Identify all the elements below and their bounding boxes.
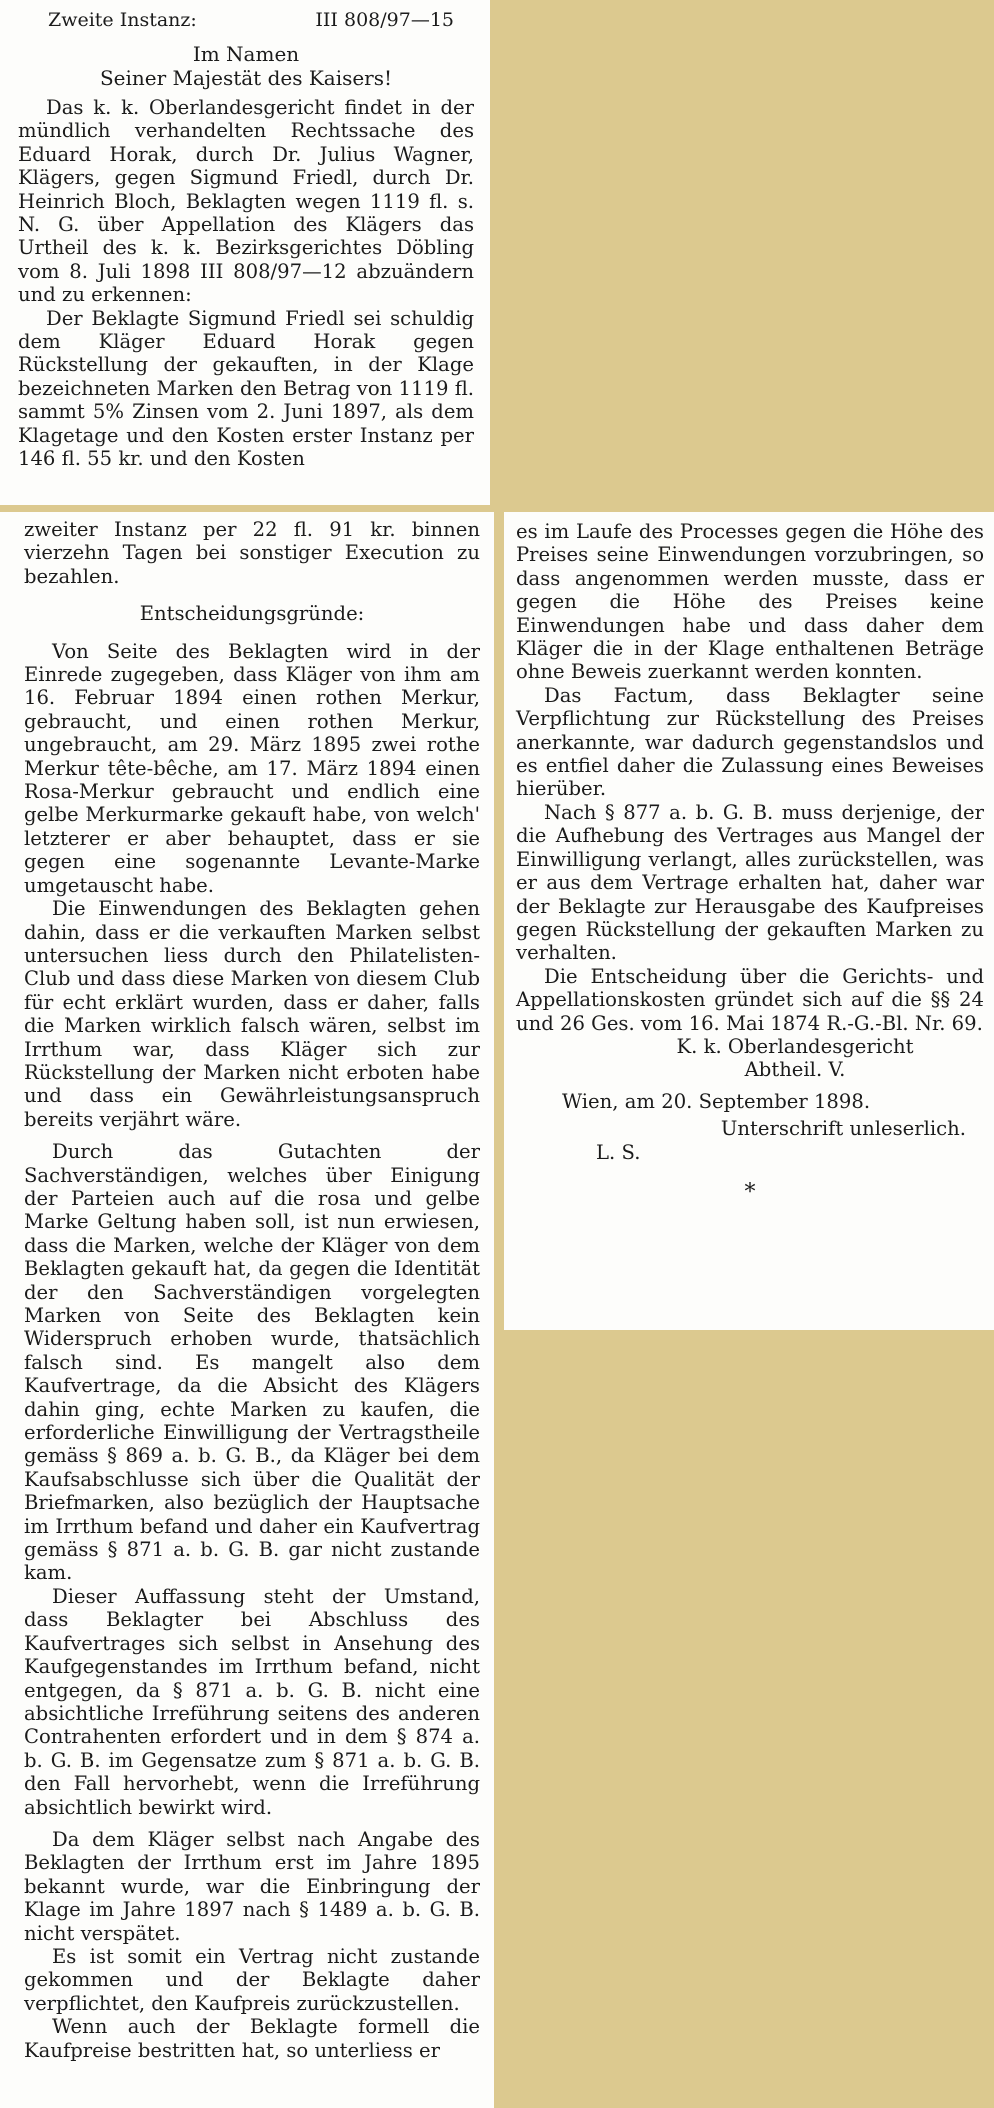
clipping-right-column <box>504 512 994 1330</box>
clipping-left-column <box>0 512 494 2108</box>
clipping-top <box>0 0 490 505</box>
paragraph: Von Seite des Beklagten wird in der Einrede zugegeben, dass Kläger von ihm am 16. Februar 1894 einen rothen Merkur, gebraucht, und einen rothen Merkur, ungebraucht, am 29. März 1895 zwei rothe Merkur tête-bêche, am 17. März 1894 einen Rosa-Merkur gebraucht und endlich eine gelbe Merkurmarke gekauft habe, von welch' letzterer er aber behauptet, dass er sie gegen eine sogenannte Levante-Marke umgetauscht habe. <box>24 639 480 897</box>
court-division: Abtheil. V. <box>744 1058 846 1082</box>
place-date: Wien, am 20. September 1898. <box>562 1089 871 1113</box>
paragraph: Nach § 877 a. b. G. B. muss derjenige, der die Aufhebung des Vertrages aus Mangel der Einwilligung verlangt, alles zurückstellen, was er aus dem Vertrage erhalten hat, daher war der Beklagte zur Herausgabe des Kaufpreises gegen Rückstellung der gekauften Marken zu verhalten. <box>516 800 984 965</box>
paragraph: Das Factum, dass Beklagter seine Verpflichtung zur Rückstellung des Preises anerkannte, war dadurch gegenstandslos und es entfiel daher die Zulassung eines Beweises hierüber. <box>516 683 984 801</box>
paragraph-continuation: zweiter Instanz per 22 fl. 91 kr. binnen vierzehn Tagen bei sonstiger Execution zu bezahlen. <box>24 518 480 588</box>
title-line-2: Seiner Majestät des Kaisers! <box>99 66 393 90</box>
section-heading: Entscheidungsgründe: <box>139 602 365 626</box>
header-line <box>18 8 474 32</box>
end-asterisk: * <box>744 1179 756 1205</box>
court-name: K. k. Oberlandesgericht <box>676 1034 914 1058</box>
instance-label: Zweite Instanz: <box>48 9 197 31</box>
paragraph: Da dem Kläger selbst nach Angabe des Beklagten der Irrthum erst im Jahre 1895 bekannt wurde, war die Einbringung der Klage im Jahre 1897 nach § 1489 a. b. G. B. nicht verspätet. <box>24 1827 480 1945</box>
case-number: III 808/97—15 <box>315 9 454 31</box>
paragraph: Die Entscheidung über die Gerichts- und Appellationskosten gründet sich auf die §§ 24 und 26 Ges. vom 16. Mai 1874 R.-G.-Bl. Nr. 69. <box>516 964 984 1035</box>
paragraph: Wenn auch der Beklagte formell die Kaufpreise bestritten hat, so unterliess er <box>24 2015 480 2062</box>
signature-note: Unterschrift unleserlich. <box>720 1117 966 1141</box>
paragraph-continuation: es im Laufe des Processes gegen die Höhe des Preises seine Einwendungen vorzubringen, so dass angenommen werden musste, dass er gegen die Höhe des Preises keine Einwendungen habe und dass daher dem Kläger die in der Klage enthaltenen Beträge ohne Beweis zuerkannt werden konnten. <box>516 520 984 684</box>
paragraph: Dieser Auffassung steht der Umstand, dass Beklagter bei Abschluss des Kaufvertrages sich selbst in Ansehung des Kaufgegenstandes im Irrthum befand, nicht entgegen, da § 871 a. b. G. B. nicht eine absichtliche Irreführung seitens des anderen Contrahenten erfordert und in dem § 874 a. b. G. B. im Gegensatze zum § 871 a. b. G. B. den Fall hervorhebt, wenn die Irreführung absichtlich bewirkt wird. <box>24 1584 480 1819</box>
sentence-paragraph: Der Beklagte Sigmund Friedl sei schuldig dem Kläger Eduard Horak gegen Rückstellung der gekauften, in der Klage bezeichneten Marken den Betrag von 1119 fl. sammt 5% Zinsen vom 2. Juni 1897, als dem Klagetage und den Kosten erster Instanz per 146 fl. 55 kr. und den Kosten <box>18 306 474 471</box>
court-signature <box>516 1035 984 1082</box>
title-line-1: Im Namen <box>192 42 300 66</box>
paragraph: Die Einwendungen des Beklagten gehen dahin, dass er die verkauften Marken selbst untersuchen liess durch den Philatelisten-Club und dass diese Marken von diesem Club für echt erklärt wurden, dass er daher, falls die Marken wirklich falsch wären, selbst im Irrthum war, dass Kläger sich zur Rückstellung der Marken nicht erboten habe und dass ein Gewährleistungsanspruch bereits verjährt wäre. <box>24 897 480 1131</box>
paragraph: Durch das Gutachten der Sachverständigen, welches über Einigung der Parteien auch auf die rosa und gelbe Marke Geltung haben soll, ist nun erwiesen, dass die Marken, welche der Kläger von dem Beklagten gekauft hat, da gegen die Identität der den Sachverständigen vorgelegten Marken von Seite des Beklagten kein Widerspruch erhoben wurde, thatsächlich falsch sind. Es mangelt also dem Kaufvertrage, da die Absicht des Klägers dahin ging, echte Marken zu kaufen, die erforderliche Einwilligung der Vertragstheile gemäss § 869 a. b. G. B., da Kläger bei dem Kaufsabschlusse sich über die Qualität der Briefmarken, also bezüglich der Hauptsache im Irrthum befand und daher ein Kaufvertrag gemäss § 871 a. b. G. B. gar nicht zustande kam. <box>24 1140 480 1585</box>
verdict-paragraph: Das k. k. Oberlandesgericht findet in der mündlich verhandelten Rechtssache des Eduard Horak, durch Dr. Julius Wagner, Klägers, gegen Sigmund Friedl, durch Dr. Heinrich Bloch, Beklagten wegen 1119 fl. s. N. G. über Appellation des Klägers das Urtheil des k. k. Bezirksgerichtes Döbling vom 8. Juli 1898 III 808/97—12 abzuändern und zu erkennen: <box>18 96 474 307</box>
paragraph: Es ist somit ein Vertrag nicht zustande gekommen und der Beklagte daher verpflichtet, den Kaufpreis zurückzustellen. <box>24 1944 480 2015</box>
seal-mark: L. S. <box>596 1140 641 1164</box>
judgment-title <box>18 42 474 90</box>
